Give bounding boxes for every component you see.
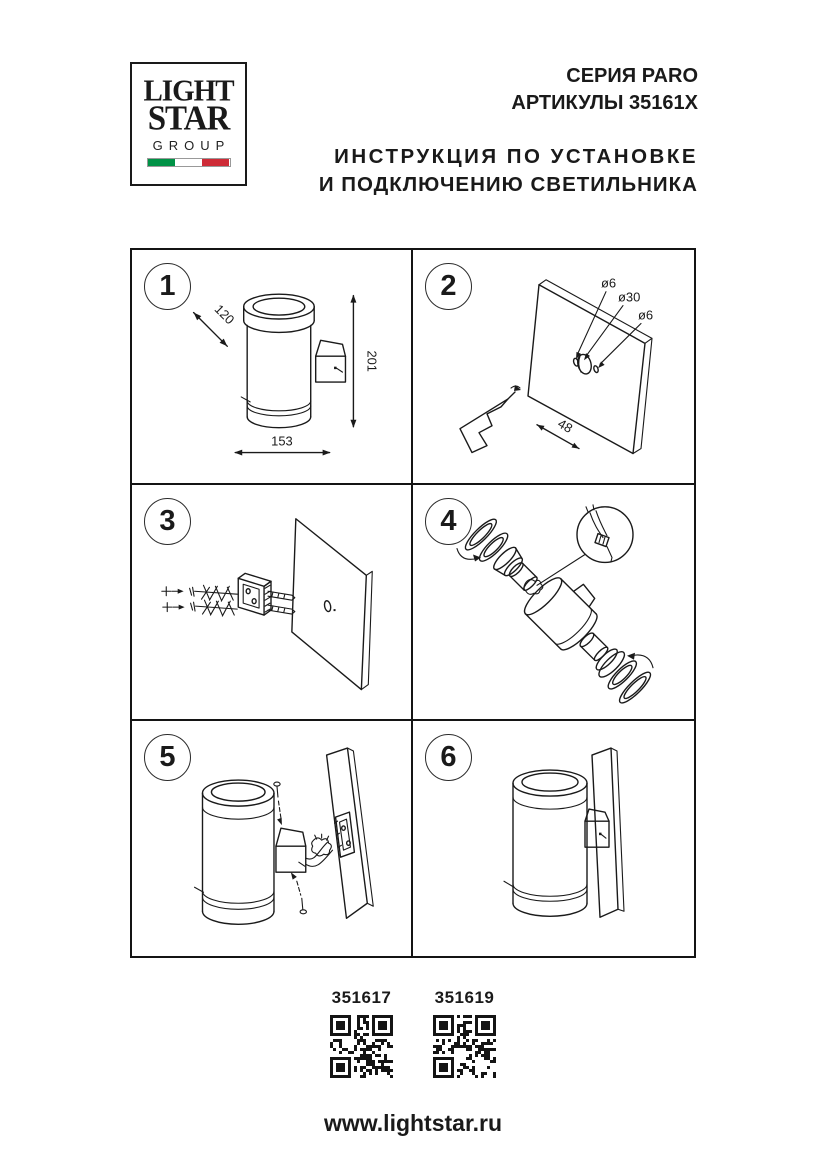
lamp-bracket: [316, 340, 346, 382]
step-number-1: 1: [144, 263, 191, 310]
dimension-height-201: [350, 295, 379, 428]
rotation-arrows: [457, 549, 653, 668]
title-line-1: ИНСТРУКЦИЯ ПО УСТАНОВКЕ: [334, 145, 698, 168]
lightstar-logo: [130, 62, 247, 186]
wall-panel: [292, 519, 372, 690]
step-panel-2: [413, 250, 694, 485]
step-number-4: 4: [425, 498, 472, 545]
page-title: [319, 143, 698, 199]
logo-word-star: STAR: [147, 100, 230, 138]
logo-word-light: LIGHT: [143, 74, 234, 108]
step-number-2: 2: [425, 263, 472, 310]
dim-label-120: 120: [211, 301, 238, 328]
dimension-offset-48: [537, 416, 579, 449]
label-hole-d30: ø30: [618, 289, 641, 305]
logo-word-group: GROUP: [152, 138, 231, 153]
qr-item-351617: [330, 988, 393, 1078]
fixing-screws: [274, 782, 307, 914]
lamp-bracket: [276, 828, 306, 872]
qr-code-image: [433, 1015, 496, 1078]
flag-green: [148, 159, 175, 166]
dim-label-48: 48: [555, 415, 576, 436]
wall-anchors: [268, 592, 295, 615]
step-number-3: 3: [144, 498, 191, 545]
dim-label-201: 201: [364, 350, 380, 372]
wall-panel: [592, 748, 624, 917]
steps-grid: [130, 248, 696, 958]
mounting-screws: [190, 586, 238, 617]
wires-terminal: [306, 834, 333, 866]
series-line: СЕРИЯ PARO: [566, 65, 698, 87]
italian-flag-stripe: [147, 158, 231, 167]
title-line-2: И ПОДКЛЮЧЕНИЮ СВЕТИЛЬНИКА: [318, 173, 698, 196]
label-hole-d6-right: ø6: [638, 307, 654, 323]
flag-white: [175, 159, 202, 166]
exploded-lamp-parts: [459, 505, 665, 710]
qr-code-image: [330, 1015, 393, 1078]
wall-panel: [528, 280, 652, 454]
hole-labels: [576, 276, 653, 368]
step-number-6: 6: [425, 734, 472, 781]
step-panel-3: [132, 485, 413, 720]
dim-label-153: 153: [271, 433, 293, 449]
step-panel-4: [413, 485, 694, 720]
website-url: www.lightstar.ru: [323, 1110, 503, 1136]
qr-label: 351619: [434, 988, 495, 1007]
wall-panel: [327, 748, 374, 918]
qr-section: [0, 988, 826, 1078]
label-hole-d6-left: ø6: [601, 275, 617, 291]
qr-label: 351617: [331, 988, 392, 1007]
lamp-cylinder: [241, 294, 314, 428]
step-number-5: 5: [144, 734, 191, 781]
screw-icons: [162, 587, 185, 612]
step-panel-6: [413, 721, 694, 956]
dimension-width-153: [234, 434, 330, 456]
qr-item-351619: [433, 988, 496, 1078]
articles-line: АРТИКУЛЫ 35161X: [511, 92, 698, 114]
step-panel-1: [132, 250, 413, 485]
lamp-cylinder: [504, 770, 587, 916]
mounting-plate: [238, 574, 271, 616]
series-block: [511, 63, 698, 117]
step-panel-5: [132, 721, 413, 956]
lamp-bracket: [585, 809, 609, 847]
flag-red: [202, 159, 229, 166]
drill-icon: [460, 385, 521, 453]
lamp-cylinder: [195, 780, 274, 924]
wiring-magnifier: [524, 505, 633, 594]
dimension-depth-120: [194, 301, 238, 346]
